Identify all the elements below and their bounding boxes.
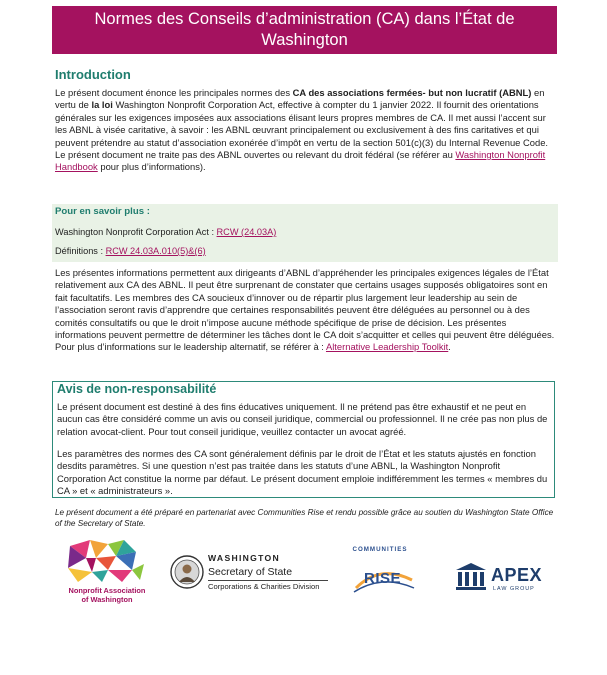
disclaimer-box (52, 381, 555, 498)
handbook-link[interactable]: Washington Nonprofit Handbook (55, 149, 546, 173)
definitions-link[interactable]: RCW 24.03A.010(5)&(6) (105, 246, 206, 256)
intro-text-f: pour plus d’informations). (97, 161, 206, 173)
intro-text-b: CA des associations fermées- but non lucratif (ABNL) (292, 87, 532, 98)
sos-division: Corporations & Charities Division (208, 582, 320, 591)
title-line-1: Normes des Conseils d’administration (CA) dans l’État de (94, 10, 515, 28)
sos-title: Secretary of State (208, 566, 293, 578)
npaw-logo (52, 538, 162, 608)
leadership-paragraph (55, 267, 555, 354)
intro-heading: Introduction (55, 67, 131, 82)
learn-more-row-act (55, 227, 276, 237)
apex-logo (455, 560, 555, 596)
title-line-2: Washington (261, 31, 348, 49)
columns-icon (455, 562, 487, 592)
sos-logo (170, 550, 340, 595)
sos-washington: WASHINGTON (208, 553, 281, 563)
toolkit-link[interactable]: Alternative Leadership Toolkit (325, 341, 449, 353)
learn-more-row-definitions (55, 246, 206, 256)
npaw-name-line-1: Nonprofit Association (68, 586, 146, 595)
intro-text-c: en vertu de (55, 87, 545, 111)
leadership-text: Les présentes informations permettent aux dirigeants d’ABNL d’appréhender les principales exigences légales de l’État relativement aux CA des ABNL. Il peut être surprenant de constater que certains usages supposés obligatoires sont en fait facultatifs. Les membres des CA soucieux d’innover ou de répartir plus largement leur leadership au sein de l’association seront ravis d’apprendre que certaines responsabilités peuvent être déléguées au personnel ou à des comités consultatifs ou que le droit n’impose aucune méthode spécifique de prise de décision. Les présentes informations peuvent permettre de déterminer les tâches dont le CA doit s’acquitter et celles qui peuvent être déléguées. Pour plus d’informations sur le leadership alternatif, se référer à : (55, 267, 555, 353)
communities-rise-logo (350, 546, 420, 596)
disclaimer-paragraph-1: Le présent document est destiné à des fins éducatives uniquement. Il ne prétend pas être exhaustif et ne peut en aucun cas être considéré comme un avis ou conseil juridique, commercial ou professionnel. Il ne crée pas non plus de relation avocat-client. Pour tout conseil juridique, veuillez contacter un avocat agréé. (57, 401, 548, 437)
intro-paragraph (55, 87, 555, 174)
act-label: Washington Nonprofit Corporation Act : (55, 227, 217, 237)
credit-note: Le présent document a été préparé en partenariat avec Communities Rise et rendu possible grâce au soutien du Washington State Office of the Secretary of State. (55, 508, 554, 528)
intro-text-d: la loi (91, 99, 113, 111)
state-seal-icon (170, 555, 204, 589)
npaw-name (52, 586, 162, 604)
disclaimer-heading: Avis de non-responsabilité (57, 382, 217, 396)
rcw-link[interactable]: RCW (24.03A) (216, 227, 277, 237)
learn-more-box (52, 204, 558, 262)
npaw-mosaic-icon (52, 538, 162, 584)
apex-subtitle: LAW GROUP (493, 586, 535, 592)
apex-name: APEX (491, 565, 543, 585)
intro-text-a: Le présent document énonce les principales normes des (55, 87, 293, 98)
npaw-name-line-2: of Washington (81, 595, 133, 604)
rise-label: RISE (364, 570, 402, 587)
disclaimer-paragraph-2: Les paramètres des normes des CA sont généralement définis par le droit de l’État et les statuts ajustés en fonction desdits paramètres. Si une question n’est pas traitée dans les statuts d’une ABNL, la Washington Nonprofit Corporation Act constitue la norme par défaut. Le présent document emploie indifféremment les termes « membres du CA » et « administrateurs ». (57, 448, 548, 497)
title-banner (52, 6, 557, 54)
intro-text-e: Washington Nonprofit Corporation Act, effective à compter du 1 janvier 2022. Il fournit des orientations générales sur les exigences imposées aux associations élisant leurs propres membres de CA. Il met aussi l’accent sur les ABNL à visée caritative, à savoir : les ABNL œuvrant principalement ou exclusivement à des fins caritatives et qui peuvent prétendre au statut d’association exonérée d’impôt en vertu de la section 501(c)(3) du Internal Revenue Code. Le présent document ne traite pas des ABNL ouvertes ou relevant du droit fédéral (se référer au (55, 99, 549, 161)
definitions-label: Définitions : (55, 246, 106, 256)
learn-more-heading: Pour en savoir plus : (55, 206, 150, 217)
leadership-end: . (448, 341, 451, 353)
communities-label: COMMUNITIES (352, 546, 408, 553)
